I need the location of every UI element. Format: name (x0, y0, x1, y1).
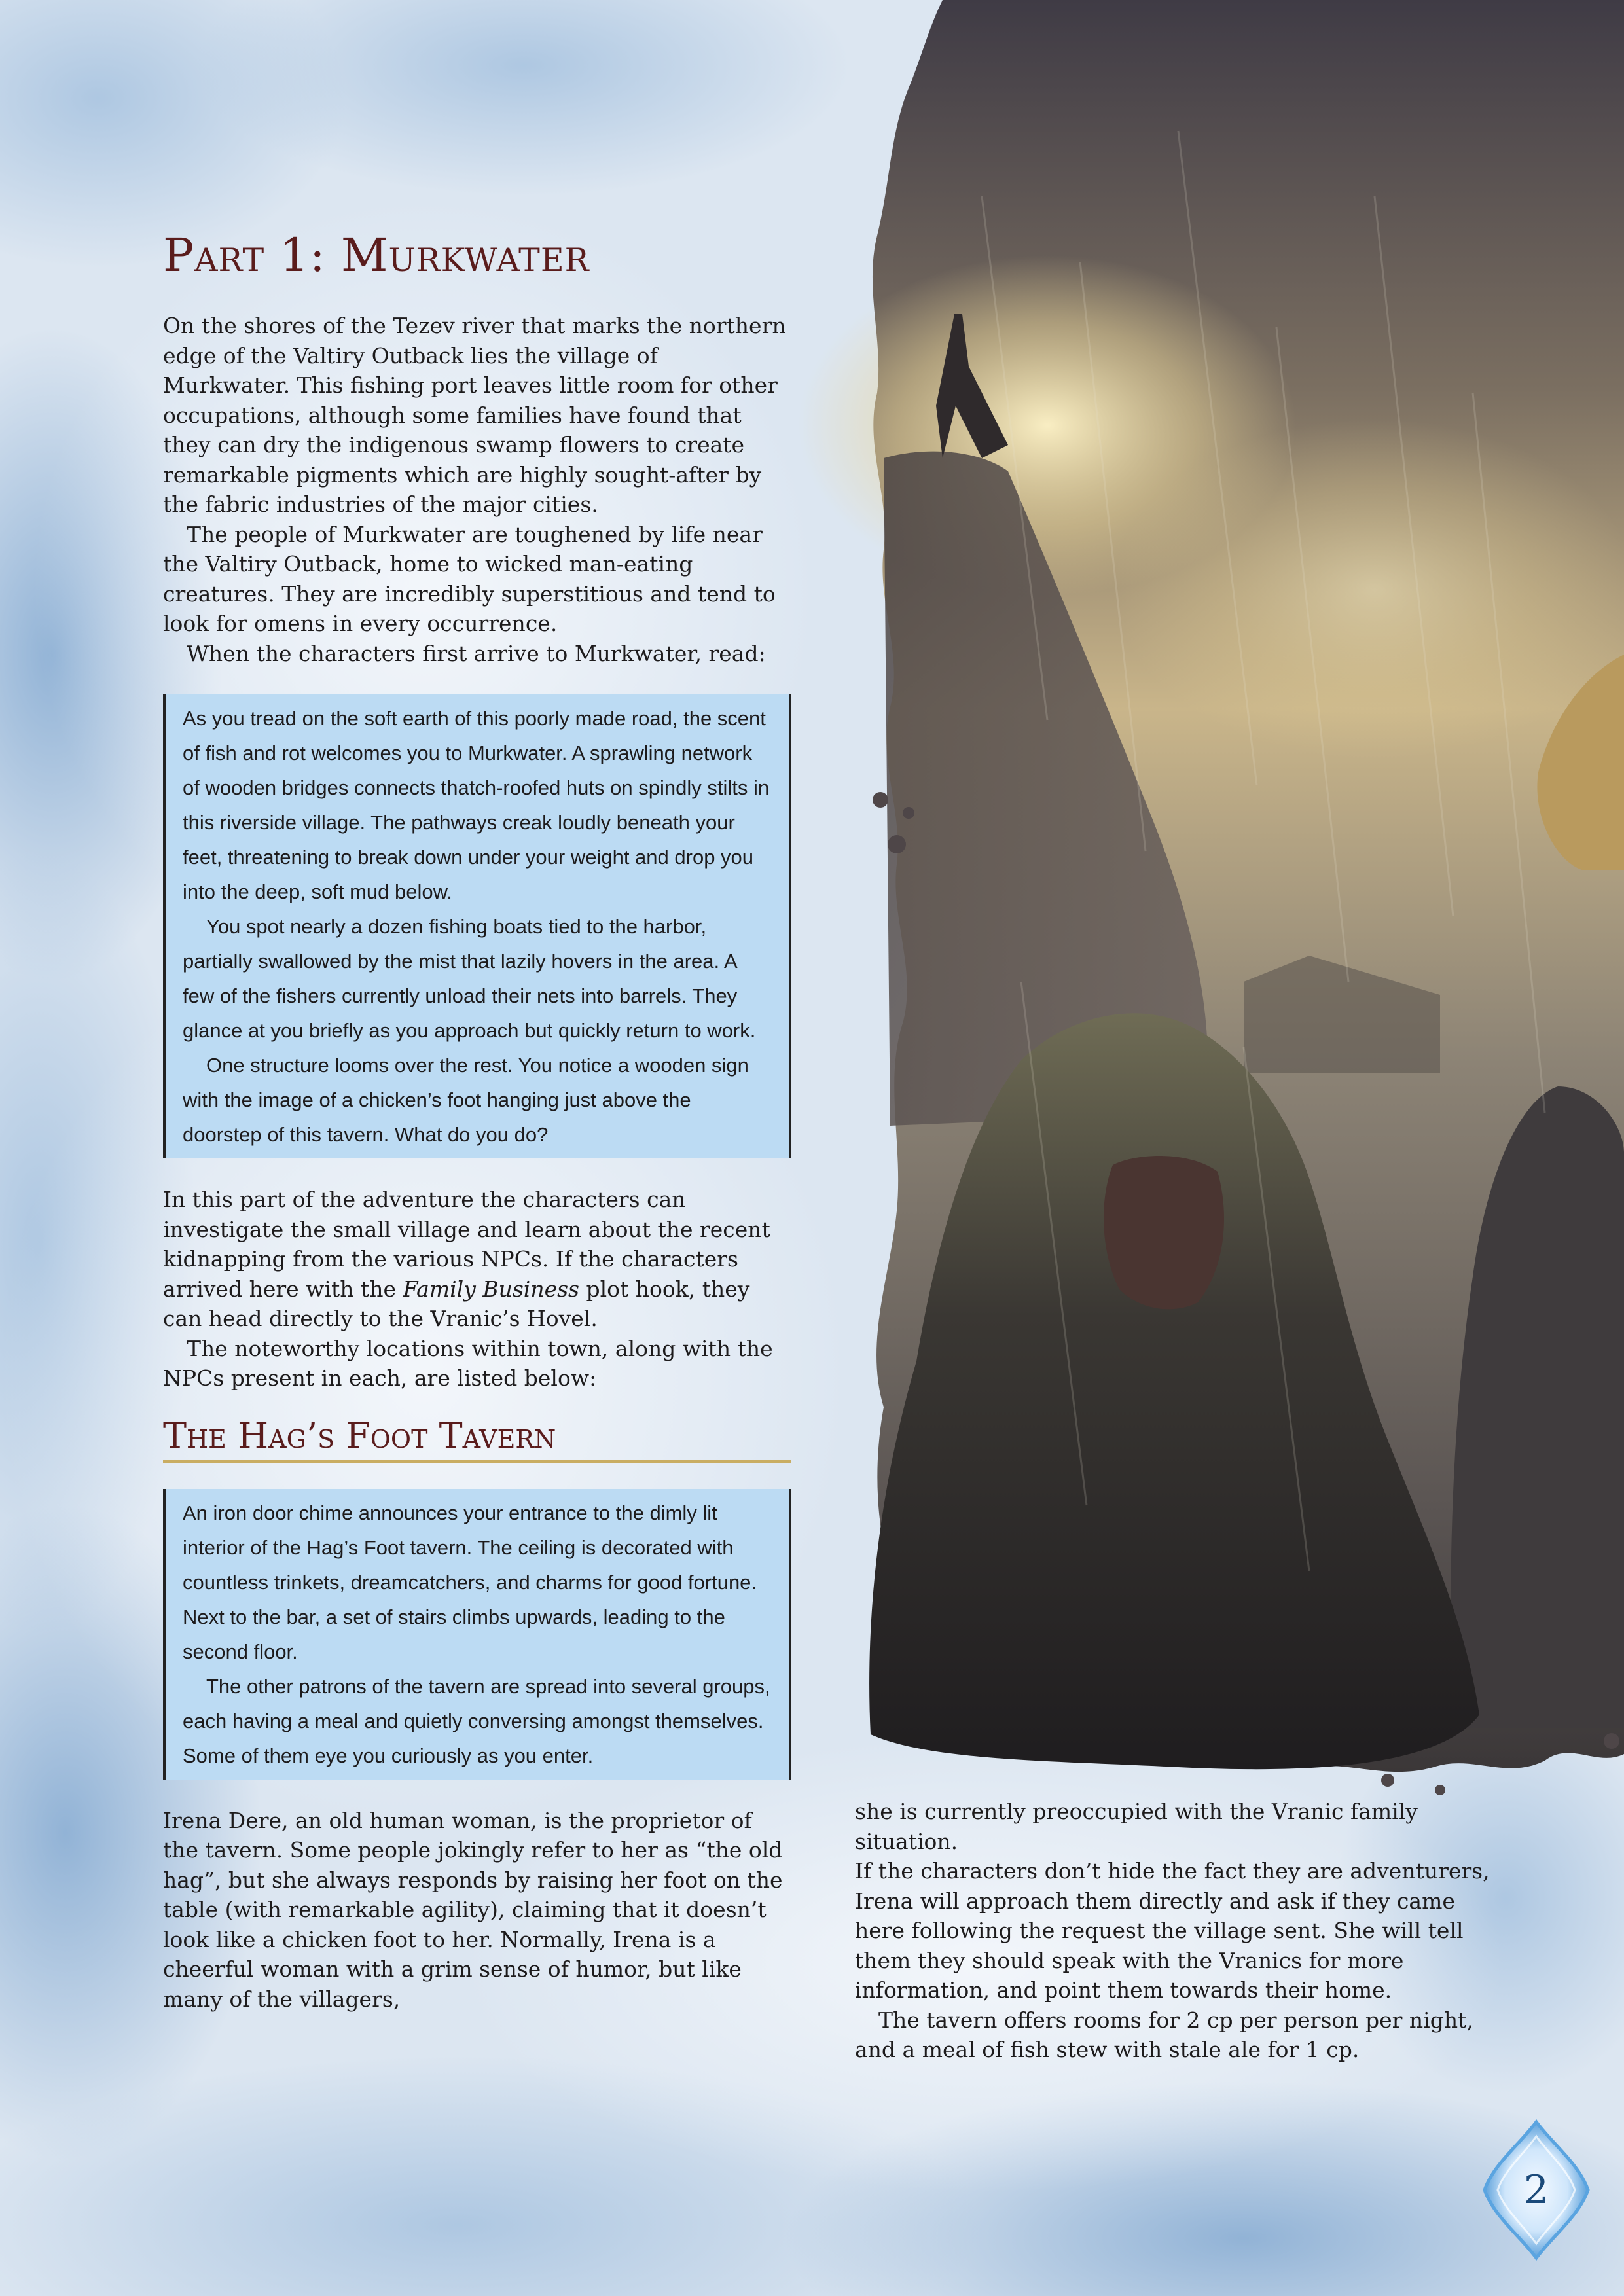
read-aloud-paragraph: The other patrons of the tavern are spread into several groups, each having a meal and quietly conversing amongst themselves. Some of them eye you curiously as you enter. (183, 1674, 770, 1767)
tavern-prices-paragraph: The tavern offers rooms for 2 cp per person per night, and a meal of fish stew with stale ale for 1 cp. (855, 2007, 1473, 2062)
read-aloud-paragraph: You spot nearly a dozen fishing boats tied to the harbor, partially swallowed by the mist that lazily hovers in the area. A few of the fishers currently unload their nets into barrels. They glance at you briefly as you approach but quickly return to work. (183, 915, 756, 1042)
page-number: 2 (1523, 2167, 1549, 2213)
page-number-badge (1481, 2118, 1592, 2262)
read-aloud-paragraph: An iron door chime announces your entrance to the dimly lit interior of the Hag’s Foot tavern. The ceiling is decorated with countless trinkets, dreamcatchers, and charms for good fortune. Next to the bar, a set of stairs climbs upwards, leading to the second floor. (183, 1501, 757, 1663)
read-aloud-box-tavern (163, 1489, 791, 1780)
read-aloud-box-arrival (163, 694, 791, 1158)
adventure-text: In this part of the adventure the characters can investigate the small village and learn about the recent kidnapping from the various NPCs. If the characters arrived here with the (163, 1187, 770, 1302)
intro-paragraph-3: When the characters first arrive to Murkwater, read: (187, 640, 766, 666)
read-aloud-paragraph: As you tread on the soft earth of this poorly made road, the scent of fish and rot welcomes you to Murkwater. A sprawling network of wooden bridges connects thatch-roofed huts on spindly stilts in this riverside village. The pathways creak loudly beneath your feet, threatening to break down under your weight and drop you into the deep, soft mud below. (183, 707, 770, 903)
locations-paragraph: The noteworthy locations within town, along with the NPCs present in each, are listed below: (163, 1335, 773, 1391)
irena-paragraph: Irena Dere, an old human woman, is the proprietor of the tavern. Some people jokingly refer to her as “the old hag”, but she always responds by raising her foot on the table (with remarkable agility), claiming that it doesn’t look like a chicken foot to her. Normally, Irena is a cheerful woman with a grim sense of humor, but like many of the villagers, (163, 1807, 783, 2012)
section-heading: The Hag’s Foot Tavern (163, 1413, 791, 1463)
left-column (163, 226, 791, 2014)
adventure-text: plot hook, they can head directly to the Vranic’s Hovel. (163, 1276, 750, 1331)
adventure-paragraph (163, 1185, 791, 1334)
page-title: Part 1: Murkwater (163, 228, 590, 282)
plot-hook-name: Family Business (403, 1276, 579, 1302)
intro-paragraph-2: The people of Murkwater are toughened by life near the Valtiry Outback, home to wicked man-eating creatures. They are incredibly superstitious and tend to look for omens in every occurrence. (163, 521, 776, 636)
read-aloud-paragraph: One structure looms over the rest. You notice a wooden sign with the image of a chicken’s foot hanging just above the doorstep of this tavern. What do you do? (183, 1054, 749, 1146)
adventurers-paragraph: If the characters don’t hide the fact they are adventurers, Irena will approach them directly and ask if they came here following the request the village sent. She will tell them they should speak with the Vranics for more information, and point them towards their home. (855, 1858, 1490, 2003)
right-column (855, 1797, 1503, 2065)
intro-paragraph-1: On the shores of the Tezev river that marks the northern edge of the Valtiry Outback lies the village of Murkwater. This fishing port leaves little room for other occupations, although some families have found that they can dry the indigenous swamp flowers to create remarkable pigments which are highly sought-after by the fabric industries of the major cities. (163, 313, 786, 517)
irena-paragraph-continued: she is currently preoccupied with the Vranic family situation. (855, 1799, 1418, 1854)
